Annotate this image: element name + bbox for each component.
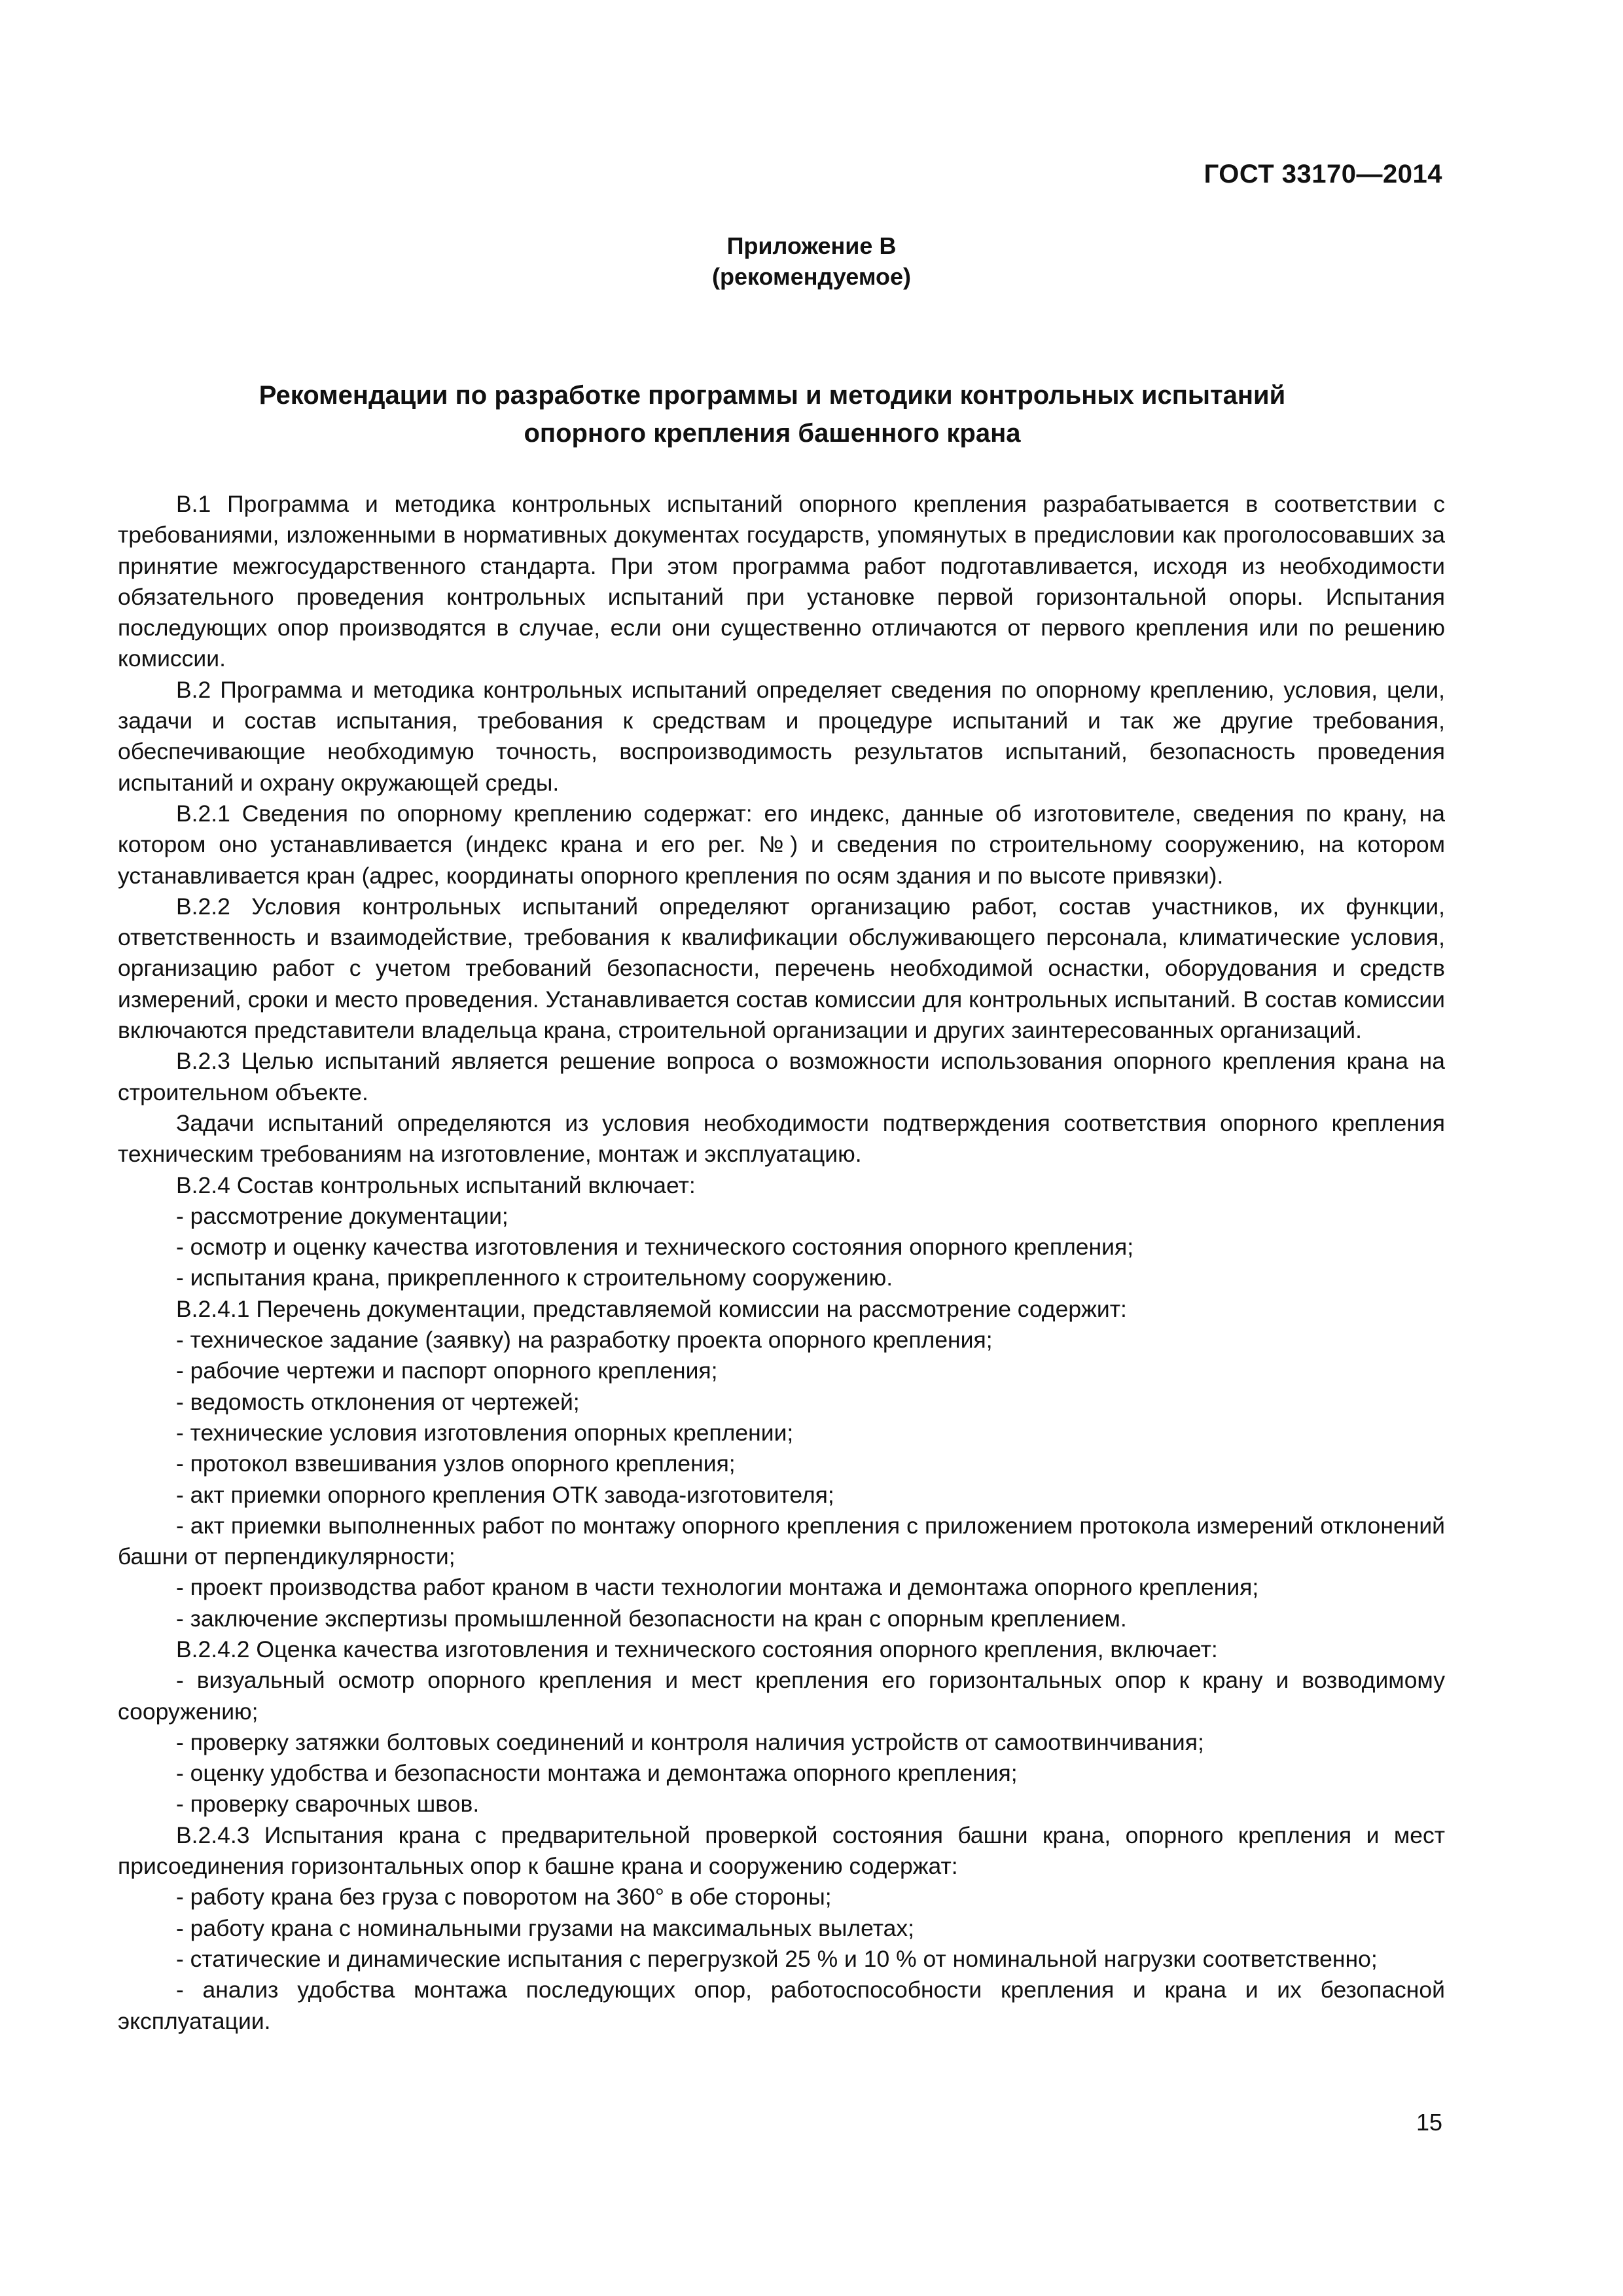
list-item: - рассмотрение документации; [176,1202,508,1229]
section-title-line-1: Рекомендации по разработке программы и методики контрольных испытаний [259,381,1286,410]
list-item: - ведомость отклонения от чертежей; [176,1388,580,1415]
appendix-status: (рекомендуемое) [712,263,911,290]
list-item: - техническое задание (заявку) на разработку проекта опорного крепления; [176,1327,993,1354]
list-item: - анализ удобства монтажа последующих опор, работоспособности крепления и крана и их безопасной эксплуатации. [118,1977,1445,2034]
list-item: - акт приемки опорного крепления ОТК завода-изготовителя; [176,1481,834,1508]
list-item: - работу крана с номинальными грузами на максимальных вылетах; [176,1914,914,1941]
paragraph: В.2.4.3 Испытания крана с предварительной проверкой состояния башни крана, опорного крепления и мест присоединения горизонтальных опор к башне крана и сооружению содержат: [118,1821,1445,1880]
list-item: - проверку затяжки болтовых соединений и контроля наличия устройств от самоотвинчивания; [176,1729,1204,1755]
list-item: - работу крана без груза с поворотом на 360° в обе стороны; [176,1884,832,1910]
paragraph: В.1 Программа и методика контрольных испытаний опорного крепления разрабатывается в соответствии с требованиями, изложенными в нормативных документах государств, упомянутых в предисловии как проголосовавших за принятие межгосударственного стандарта. При этом программа работ подготавливается, исходя из необходимости обязательного проведения контрольных испытаний при установке первой горизонтальной опоры. Испытания последующих опор производятся в случае, если они существенно отличаются от первого крепления или по решению комиссии. [118,491,1445,672]
list-item: - испытания крана, прикрепленного к строительному сооружению. [176,1265,893,1291]
body-text [118,489,1445,2037]
paragraph: В.2 Программа и методика контрольных испытаний определяет сведения по опорному креплению, условия, цели, задачи и состав испытания, требования к средствам и процедуре испытаний и так же другие требования, обеспечивающие необходимую точность, воспроизводимость результатов испытаний, безопасность проведения испытаний и охрану окружающей среды. [118,676,1445,796]
list-item: - проект производства работ краном в части технологии монтажа и демонтажа опорного крепления; [176,1574,1259,1601]
section-title-line-2: опорного крепления башенного крана [524,419,1021,448]
list-item: - технические условия изготовления опорных креплении; [176,1419,794,1446]
paragraph: В.2.4 Состав контрольных испытаний включает: [176,1172,696,1198]
list-item: - протокол взвешивания узлов опорного крепления; [176,1450,736,1477]
list-item: - статические и динамические испытания с перегрузкой 25 % и 10 % от номинальной нагрузки соответственно; [176,1945,1378,1972]
paragraph: В.2.4.2 Оценка качества изготовления и технического состояния опорного крепления, включает: [176,1636,1218,1662]
paragraph: В.2.4.1 Перечень документации, представляемой комиссии на рассмотрение содержит: [176,1295,1127,1322]
list-item: - акт приемки выполненных работ по монтажу опорного крепления с приложением протокола измерений отклонений башни от перпендикулярности; [118,1512,1445,1570]
section-title [216,376,1329,452]
list-item: - оценку удобства и безопасности монтажа и демонтажа опорного крепления; [176,1760,1018,1787]
list-item: - рабочие чертежи и паспорт опорного крепления; [176,1357,718,1384]
list-item: - визуальный осмотр опорного крепления и мест крепления его горизонтальных опор к крану и возводимому сооружению; [118,1667,1445,1725]
paragraph: В.2.1 Сведения по опорному креплению содержат: его индекс, данные об изготовителе, сведения по крану, на котором оно устанавливается (индекс крана и его рег. №) и сведения по строительному сооружению, на котором устанавливается кран (адрес, координаты опорного крепления по осям здания и по высоте привязки). [118,800,1445,889]
list-item: - заключение экспертизы промышленной безопасности на кран с опорным креплением. [176,1605,1127,1632]
paragraph: В.2.2 Условия контрольных испытаний определяют организацию работ, состав участников, их функции, ответственность и взаимодействие, требования к квалификации обслуживающего персонала, климатические условия, организацию работ с учетом требований безопасности, перечень необходимой оснастки, оборудования и средств измерений, сроки и место проведения. Устанавливается состав комиссии для контрольных испытаний. В состав комиссии включаются представители владельца крана, строительной организации и других заинтересованных организаций. [118,893,1445,1044]
standard-number: ГОСТ 33170—2014 [1204,160,1442,188]
list-item: - проверку сварочных швов. [176,1791,480,1818]
page-number: 15 [1416,2109,1442,2136]
list-item: - осмотр и оценку качества изготовления и технического состояния опорного крепления; [176,1234,1134,1261]
paragraph: В.2.3 Целью испытаний является решение вопроса о возможности использования опорного крепления крана на строительном объекте. [118,1048,1445,1105]
paragraph: Задачи испытаний определяются из условия необходимости подтверждения соответствия опорного крепления техническим требованиям на изготовление, монтаж и эксплуатацию. [118,1109,1445,1168]
appendix-label: Приложение В [726,232,897,259]
